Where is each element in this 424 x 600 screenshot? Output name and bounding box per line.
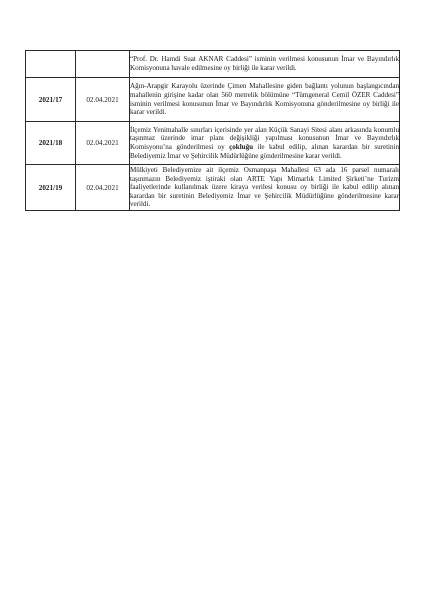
decision-date: 02.04.2021 bbox=[76, 165, 130, 211]
table-row bbox=[26, 122, 400, 165]
decision-number: 2021/17 bbox=[26, 78, 76, 122]
decision-text-bold: çokluğu bbox=[229, 143, 254, 151]
decision-text bbox=[130, 122, 400, 165]
table-row bbox=[26, 51, 400, 78]
decision-text: Mülkiyeti Belediyemize ait ilçemiz Osmanpaşa Mahallesi 63 ada 16 parsel numaralı taşınmazın Belediyemiz iştiraki olan ARTE Yapı Mimarlık Limited Şirketi’ne Turizm faaliyetlerinde kullanılmak üzere kiraya verilesi konusu oy birliği ile kabul edilip alınan karardan bir suretinin Belediyemiz İmar ve Şehircilik Müdürlüğüne gönderilmesine karar verildi. bbox=[130, 165, 400, 211]
decision-number bbox=[26, 51, 76, 78]
decision-date: 02.04.2021 bbox=[76, 78, 130, 122]
table-row bbox=[26, 165, 400, 211]
decision-date bbox=[76, 51, 130, 78]
decision-number: 2021/19 bbox=[26, 165, 76, 211]
decision-text-part: ile kabul edilip, alınan karardan bir suretinin Belediyemiz İmar ve Şehircilik Müdürlüğüne gönderilmesine karar verildi. bbox=[130, 143, 399, 160]
decision-number: 2021/18 bbox=[26, 122, 76, 165]
table-row bbox=[26, 78, 400, 122]
decision-text-part: İlçemiz Yenimahalle sınırları içerisinde yer alan Küçük Sanayi Sitesi alanı arkasında konumlu taşınmaz üzerinde imar planı değişikliği yapılması konusunun İmar ve Bayındırlık Komisyonu’na gönderilmesi oy bbox=[130, 125, 399, 151]
decision-text: “Prof. Dr. Hamdi Suat AKNAR Caddesi” isminin verilmesi konusunun İmar ve Bayındırlık Komisyonuna havale edilmesine oy birliği ile karar verildi. bbox=[130, 51, 400, 78]
decision-text: Ağın-Arapgir Karayolu üzerinde Çimen Mahallesine giden bağlantı yolunun başlangıcından mahallenin girişine kadar olan 560 metrelik bölümüne “Tümgeneral Cemil ÖZER Caddesi” isminin verilmesi konusunun İmar ve Bayındırlık Komisyonuna gönderilmesine oy birliği ile karar verildi. bbox=[130, 78, 400, 122]
council-decisions-table bbox=[25, 50, 400, 211]
decision-date: 02.04.2021 bbox=[76, 122, 130, 165]
